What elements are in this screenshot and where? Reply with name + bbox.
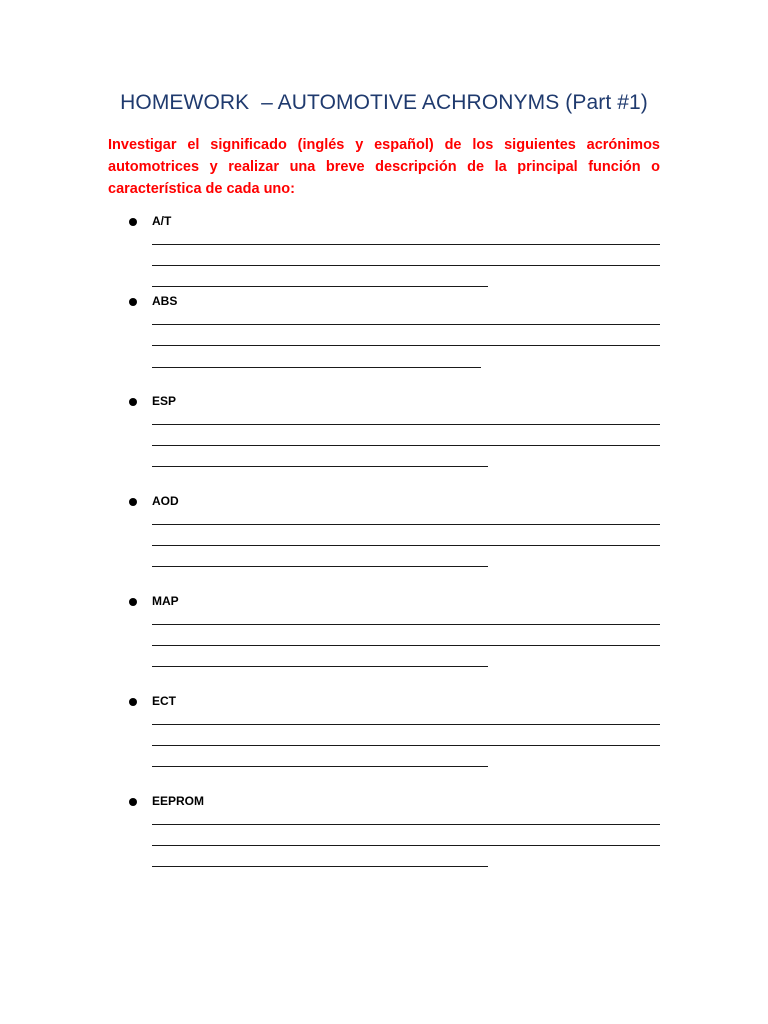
answer-line[interactable]: [152, 244, 660, 245]
bullet-icon: [129, 698, 137, 706]
answer-line[interactable]: [152, 624, 660, 625]
list-item: [0, 494, 768, 574]
answer-line[interactable]: [152, 286, 488, 287]
bullet-icon: [129, 398, 137, 406]
answer-line[interactable]: [152, 566, 488, 567]
answer-line[interactable]: [152, 666, 488, 667]
answer-line[interactable]: [152, 265, 660, 266]
answer-line[interactable]: [152, 866, 488, 867]
acronym-label: ESP: [152, 394, 177, 408]
answer-line[interactable]: [152, 424, 660, 425]
instructions-text: Investigar el significado (inglés y español) de los siguientes acrónimos automotrices y realizar una breve descripción de la principal función o característica de cada uno:: [108, 137, 660, 197]
acronym-label: MAP: [152, 594, 179, 608]
acronym-label: EEPROM: [152, 794, 205, 808]
answer-line[interactable]: [152, 845, 660, 846]
bullet-icon: [129, 298, 137, 306]
document-title: HOMEWORK – AUTOMOTIVE ACHRONYMS (Part #1): [120, 91, 648, 114]
answer-line[interactable]: [152, 345, 660, 346]
list-item: [0, 594, 768, 674]
bullet-icon: [129, 598, 137, 606]
answer-line[interactable]: [152, 466, 488, 467]
bullet-icon: [129, 498, 137, 506]
list-item: [0, 794, 768, 874]
answer-line[interactable]: [152, 724, 660, 725]
answer-line[interactable]: [152, 745, 660, 746]
answer-line[interactable]: [152, 324, 660, 325]
answer-line[interactable]: [152, 445, 660, 446]
acronym-label: A/T: [152, 214, 172, 228]
acronym-label: ECT: [152, 694, 176, 708]
list-item: [0, 694, 768, 774]
answer-line[interactable]: [152, 367, 481, 368]
answer-line[interactable]: [152, 545, 660, 546]
answer-line[interactable]: [152, 766, 488, 767]
answer-line[interactable]: [152, 645, 660, 646]
bullet-icon: [129, 798, 137, 806]
answer-line[interactable]: [152, 524, 660, 525]
list-item: [0, 294, 768, 374]
acronym-label: AOD: [152, 494, 179, 508]
acronym-label: ABS: [152, 294, 178, 308]
list-item: [0, 394, 768, 474]
bullet-icon: [129, 218, 137, 226]
answer-line[interactable]: [152, 824, 660, 825]
list-item: [0, 214, 768, 294]
